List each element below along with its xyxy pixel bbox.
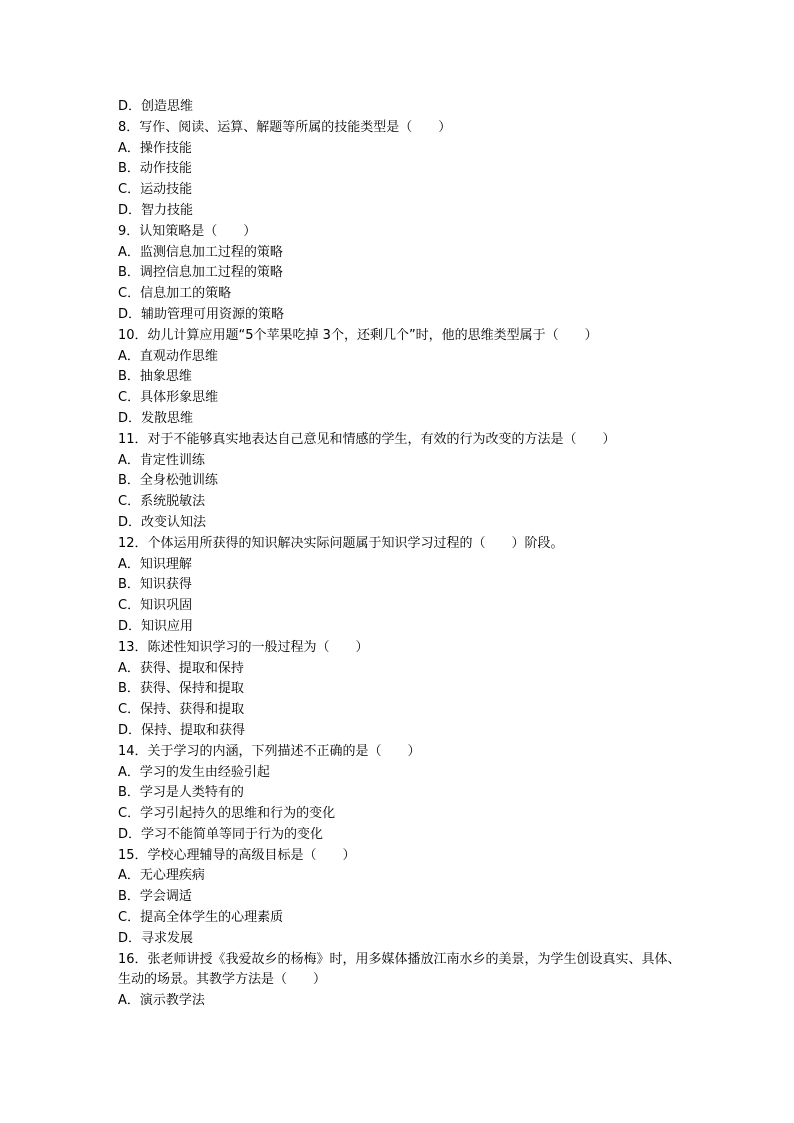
answer-option: B．学习是人类特有的 <box>118 785 244 801</box>
answer-option: B．调控信息加工过程的策略 <box>118 265 283 281</box>
answer-option: A．操作技能 <box>118 140 192 156</box>
answer-option: B．知识获得 <box>118 577 192 593</box>
answer-option: B．抽象思维 <box>118 369 192 385</box>
question-stem: 12．个体运用所获得的知识解决实际问题属于知识学习过程的（ ）阶段。 <box>118 535 564 551</box>
question-stem: 9．认知策略是（ ） <box>118 223 257 239</box>
document-page <box>118 97 684 1012</box>
answer-option: B．全身松弛训练 <box>118 473 218 489</box>
answer-option: B．动作技能 <box>118 161 192 177</box>
answer-option: C．具体形象思维 <box>118 390 219 406</box>
question-stem: 13．陈述性知识学习的一般过程为（ ） <box>118 639 369 655</box>
question-stem: 10．幼儿计算应用题“5个苹果吃掉 3个，还剩几个”时，他的思维类型属于（ ） <box>118 327 598 343</box>
answer-option: C．信息加工的策略 <box>118 286 232 302</box>
question-stem: 11．对于不能够真实地表达自己意见和情感的学生，有效的行为改变的方法是（ ） <box>118 431 616 447</box>
answer-option: D．智力技能 <box>118 202 194 218</box>
answer-option: B．获得、保持和提取 <box>118 681 244 697</box>
question-stem: 16．张老师讲授《我爱故乡的杨梅》时，用多媒体播放江南水乡的美景，为学生创设真实、具体、生动的场景。其教学方法是（ ） <box>118 951 681 988</box>
question-stem: 8．写作、阅读、运算、解题等所属的技能类型是（ ） <box>118 119 452 135</box>
answer-option: A．无心理疾病 <box>118 868 205 884</box>
answer-option: C．系统脱敏法 <box>118 494 206 510</box>
question-stem: 15．学校心理辅导的高级目标是（ ） <box>118 847 356 863</box>
answer-option: D．寻求发展 <box>118 930 194 946</box>
answer-option: D．辅助管理可用资源的策略 <box>118 306 285 322</box>
answer-option: A．监测信息加工过程的策略 <box>118 244 283 260</box>
answer-option: D．保持、提取和获得 <box>118 722 246 738</box>
answer-option: C．提高全体学生的心理素质 <box>118 910 284 926</box>
answer-option: A．肯定性训练 <box>118 452 205 468</box>
answer-option: C．保持、获得和提取 <box>118 702 245 718</box>
answer-option: C．运动技能 <box>118 182 193 198</box>
answer-option: A．直观动作思维 <box>118 348 218 364</box>
answer-option: B．学会调适 <box>118 889 192 905</box>
answer-option: D．改变认知法 <box>118 514 207 530</box>
question-stem: 14．关于学习的内涵，下列描述不正确的是（ ） <box>118 743 421 759</box>
answer-option: C．学习引起持久的思维和行为的变化 <box>118 806 336 822</box>
answer-option: A．获得、提取和保持 <box>118 660 244 676</box>
answer-option: D．学习不能简单等同于行为的变化 <box>118 826 324 842</box>
answer-option: A．学习的发生由经验引起 <box>118 764 270 780</box>
answer-option: D．创造思维 <box>118 99 194 114</box>
answer-option: C．知识巩固 <box>118 598 193 614</box>
answer-option: A．知识理解 <box>118 556 192 572</box>
answer-option: D．知识应用 <box>118 618 194 634</box>
answer-option: A．演示教学法 <box>118 993 205 1009</box>
answer-option: D．发散思维 <box>118 410 194 426</box>
